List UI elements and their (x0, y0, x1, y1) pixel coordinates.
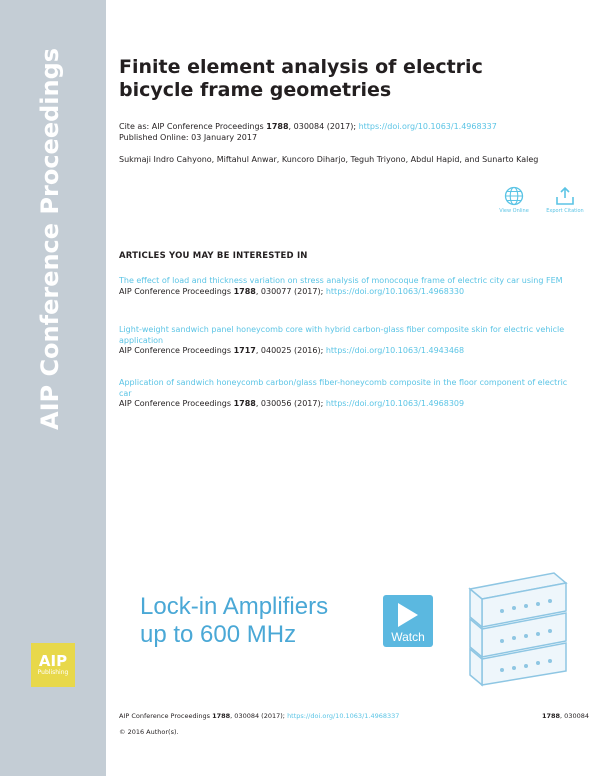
copyright-notice: © 2016 Author(s). (119, 728, 179, 736)
footer-source: AIP Conference Proceedings (119, 712, 213, 720)
footer-volume: 1788 (212, 712, 231, 720)
paper-title: Finite element analysis of electric bicycle frame geometries (119, 56, 483, 101)
related-article-title[interactable]: The effect of load and thickness variation on stress analysis of monocoque frame of electric city car using FEM (119, 276, 563, 285)
related-article-citation (119, 399, 581, 410)
citation-block (119, 122, 569, 143)
view-online-button[interactable] (492, 186, 536, 214)
footer-page-ref (542, 711, 589, 721)
article-doi-link[interactable]: https://doi.org/10.1063/1.4943468 (325, 346, 465, 355)
footer-page-volume: 1788 (541, 712, 561, 720)
play-icon (398, 603, 418, 627)
view-online-label: View Online (499, 208, 529, 214)
cite-label: Cite as: AIP Conference Proceedings (119, 122, 267, 131)
watch-label: Watch (391, 630, 425, 644)
page-footer (119, 711, 589, 721)
ad-headline (140, 593, 328, 649)
related-article (119, 325, 581, 357)
related-article (119, 276, 581, 297)
article-source: AIP Conference Proceedings (119, 286, 234, 296)
article-source: AIP Conference Proceedings (119, 346, 234, 355)
cite-rest: , 030084 (2017); (288, 122, 359, 131)
logo-text: AIP (38, 651, 68, 670)
article-rest: , 040025 (2016); (255, 346, 326, 355)
doi-link[interactable]: https://doi.org/10.1063/1.4968337 (358, 122, 497, 131)
cite-line (119, 122, 569, 133)
footer-page-number: , 030084 (560, 712, 589, 720)
sidebar-journal-title: AIP Conference Proceedings (36, 47, 64, 430)
ad-line-1: Lock-in Amplifiers (140, 593, 329, 620)
article-doi-link[interactable]: https://doi.org/10.1063/1.4968330 (325, 286, 465, 296)
related-article-title[interactable]: Application of sandwich honeycomb carbon/glass fiber-honeycomb composite in the floor component of electric car (119, 378, 568, 398)
related-articles-heading: ARTICLES YOU MAY BE INTERESTED IN (119, 251, 308, 261)
article-volume: 1788 (233, 399, 256, 408)
article-rest: , 030056 (2017); (255, 399, 326, 408)
related-article-citation (119, 287, 581, 298)
related-article-citation (119, 346, 581, 357)
export-icon (554, 186, 576, 206)
aip-publishing-logo[interactable] (31, 643, 75, 687)
footer-doi-link[interactable]: https://doi.org/10.1063/1.4968337 (287, 712, 400, 720)
related-article (119, 378, 581, 410)
watch-button[interactable] (383, 595, 433, 647)
article-source: AIP Conference Proceedings (119, 399, 234, 408)
author-list: Sukmaji Indro Cahyono, Miftahul Anwar, Kuncoro Diharjo, Teguh Triyono, Abdul Hapid, and Sunarto Kaleg (119, 155, 539, 164)
export-citation-label: Export Citation (546, 208, 584, 214)
article-volume: 1788 (233, 286, 256, 296)
advertisement-banner[interactable] (122, 567, 578, 687)
footer-rest: , 030084 (2017); (230, 712, 288, 720)
article-doi-link[interactable]: https://doi.org/10.1063/1.4968309 (325, 399, 465, 408)
article-rest: , 030077 (2017); (255, 286, 326, 296)
related-article-title[interactable]: Light-weight sandwich panel honeycomb core with hybrid carbon-glass fiber composite skin for electric vehicle application (119, 325, 565, 345)
published-date: Published Online: 03 January 2017 (119, 132, 258, 142)
cite-volume: 1788 (266, 122, 289, 131)
globe-icon (504, 186, 524, 206)
instrument-stack-image (462, 567, 574, 687)
article-volume: 1717 (233, 346, 256, 355)
export-citation-button[interactable] (543, 186, 587, 214)
logo-subtext: Publishing (37, 668, 69, 676)
sidebar (0, 0, 106, 776)
ad-line-2: up to 600 MHz (140, 621, 297, 648)
